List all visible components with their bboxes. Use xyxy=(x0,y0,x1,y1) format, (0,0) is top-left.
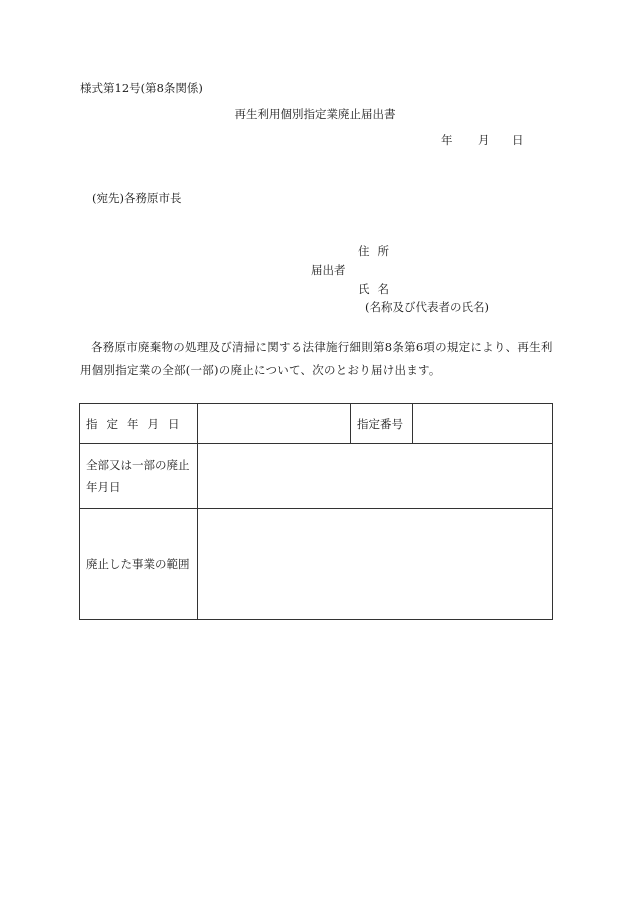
business-scope-field[interactable] xyxy=(198,509,553,620)
date-day-label: 日 xyxy=(512,133,524,147)
designation-number-field[interactable] xyxy=(413,404,553,444)
table-row xyxy=(80,444,553,509)
name-label: 氏名 xyxy=(358,282,397,296)
abolition-date-label: 全部又は一部の廃止年月日 xyxy=(80,444,198,509)
form-number: 様式第12号(第8条関係) xyxy=(80,81,203,95)
date-month-label: 月 xyxy=(478,133,490,147)
business-scope-label: 廃止した事業の範囲 xyxy=(80,509,198,620)
addressee: (宛先)各務原市長 xyxy=(92,191,182,205)
table-row xyxy=(80,509,553,620)
name-note: (名称及び代表者の氏名) xyxy=(365,300,489,314)
info-table xyxy=(79,403,553,620)
body-text: 各務原市廃棄物の処理及び清掃に関する法律施行細則第8条第6項の規定により、再生利用個別指定業の全部(一部)の廃止について、次のとおり届け出ます。 xyxy=(80,340,553,377)
abolition-date-field[interactable] xyxy=(198,444,553,509)
document-title: 再生利用個別指定業廃止届出書 xyxy=(234,107,396,121)
designation-date-label: 指定年月日 xyxy=(80,404,198,444)
table-row xyxy=(80,404,553,444)
date-year-label: 年 xyxy=(441,133,453,147)
address-label: 住所 xyxy=(358,244,397,258)
designation-number-label: 指定番号 xyxy=(351,404,413,444)
designation-date-field[interactable] xyxy=(198,404,351,444)
notifier-label: 届出者 xyxy=(311,263,346,277)
